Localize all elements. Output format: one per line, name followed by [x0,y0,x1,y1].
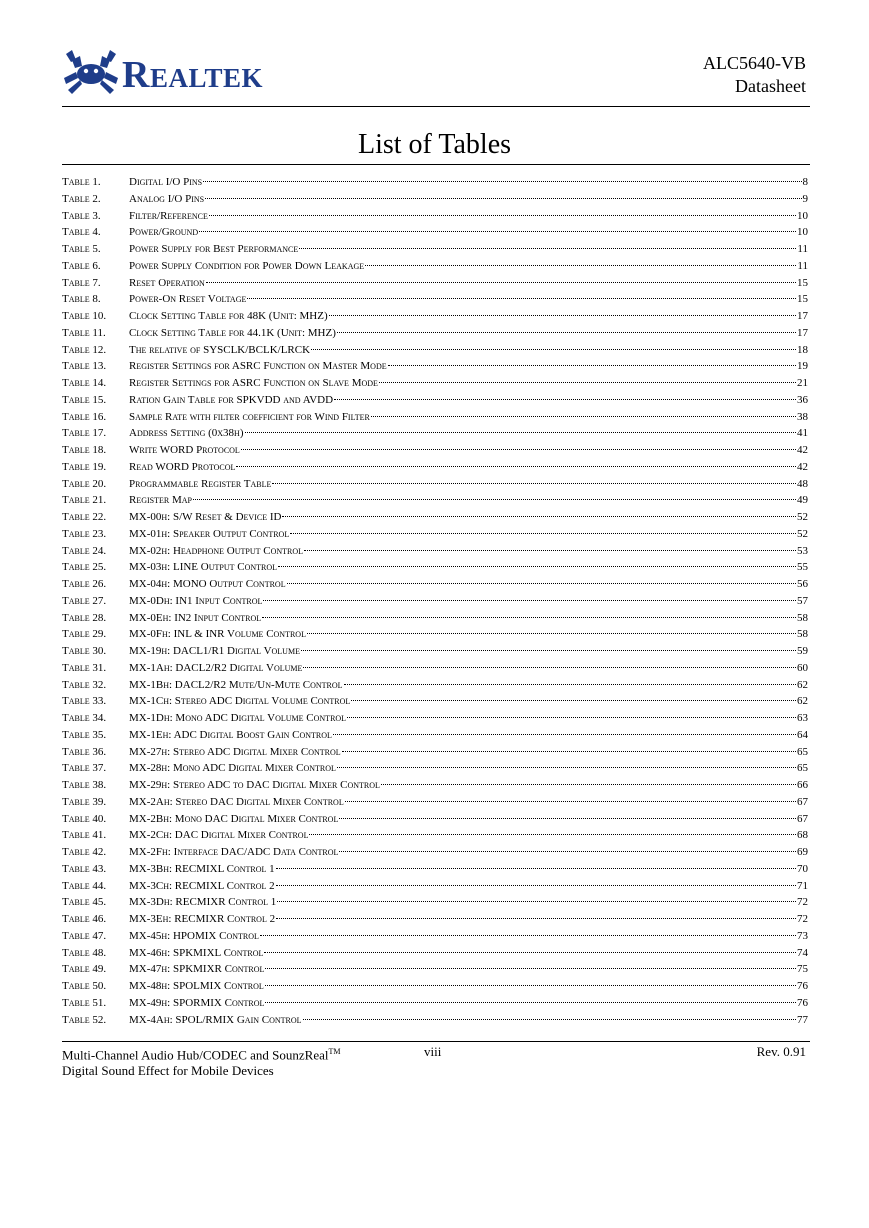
toc-table-title: Sample Rate with filter coefficient for Wind Filter [129,410,370,423]
toc-leader-dots [265,956,796,969]
toc-page-number: 42 [797,444,808,456]
footer-product [62,1044,340,1079]
toc-table-title: MX-2Ch: DAC Digital Mixer Control [129,829,309,842]
toc-table-number: Table 18. [62,444,107,456]
toc-table-title: MX-1Ch: Stereo ADC Digital Volume Control [129,695,351,708]
toc-page-number: 73 [797,929,808,942]
toc-page-number: 18 [797,343,808,356]
toc-leader-dots [203,169,801,182]
toc-table-number: Table 10. [62,310,107,322]
toc-leader-dots [342,739,796,752]
toc-page-number: 65 [797,745,808,758]
title-divider [62,164,810,165]
toc-table-title: MX-02h: Headphone Output Control [129,544,304,557]
toc-table-number: Table 30. [62,645,107,657]
toc-page-number: 68 [797,829,808,842]
toc-table-number: Table 23. [62,527,107,540]
toc-table-title: Ration Gain Table for SPKVDD and AVDD [129,393,334,406]
toc-table-title: MX-29h: Stereo ADC to DAC Digital Mixer Control [129,779,380,791]
toc-page-number: 55 [797,561,808,574]
toc-table-number: Table 35. [62,728,107,741]
toc-table-title: Digital I/O Pins [129,176,203,188]
toc-leader-dots [236,454,796,467]
toc-table-title: MX-0Fh: INL & INR Volume Control [129,628,306,641]
toc-page-number: 21 [797,377,808,389]
toc-page-number: 52 [797,527,808,540]
realtek-logo [62,48,302,100]
toc-leader-dots [282,504,796,517]
revision: Rev. 0.91 [756,1044,806,1059]
toc-leader-dots [347,705,796,718]
toc-page-number: 62 [797,695,808,708]
toc-table-title: MX-48h: SPOLMIX Control [129,980,264,992]
toc-table-number: Table 31. [62,661,107,674]
toc-leader-dots [337,755,796,768]
toc-table-number: Table 2. [62,192,101,205]
toc-page-number: 8 [802,176,808,188]
toc-table-title: Programmable Register Table [129,477,272,490]
toc-table-title: Clock Setting Table for 48K (Unit: MHZ) [129,310,328,322]
toc-leader-dots [241,437,796,450]
toc-page-number: 77 [797,1013,808,1026]
toc-leader-dots [301,638,796,651]
toc-table-number: Table 42. [62,846,107,858]
toc-table-title: MX-3Bh: RECMIXL Control 1 [129,862,275,875]
toc-page-number: 67 [797,812,808,825]
toc-page-number: 36 [797,393,808,406]
toc-table-number: Table 28. [62,611,107,624]
toc-page-number: 19 [797,360,808,373]
toc-page-number: 17 [797,326,808,339]
toc-table-title: MX-46h: SPKMIXL Control [129,946,264,959]
toc-page-number: 58 [797,611,808,624]
toc-table-title: MX-47h: SPKMIXR Control [129,963,265,976]
toc-leader-dots [339,806,796,819]
toc-table-number: Table 16. [62,410,107,423]
toc-leader-dots [209,203,796,216]
toc-leader-dots [193,487,796,500]
toc-page-number: 72 [797,913,808,925]
header-divider [62,106,810,107]
document-type: Datasheet [735,76,806,96]
toc-leader-dots [278,554,796,567]
toc-page-number: 49 [797,494,808,507]
toc-page-number: 60 [797,661,808,674]
toc-leader-dots [371,404,796,417]
document-header [703,52,806,98]
list-of-tables [62,172,808,1026]
toc-table-title: Clock Setting Table for 44.1K (Unit: MHZ) [129,326,336,339]
toc-table-number: Table 33. [62,695,107,708]
toc-table-number: Table 8. [62,293,101,306]
toc-leader-dots [272,471,796,484]
toc-table-number: Table 40. [62,812,107,825]
toc-table-number: Table 48. [62,946,107,959]
toc-table-title: MX-0Eh: IN2 Input Control [129,611,262,624]
toc-table-title: MX-04h: MONO Output Control [129,578,286,590]
toc-leader-dots [333,722,796,735]
footer-product-line2: Digital Sound Effect for Mobile Devices [62,1063,274,1079]
toc-table-number: Table 4. [62,226,101,239]
toc-leader-dots [262,605,796,618]
toc-table-title: MX-2Bh: Mono DAC Digital Mixer Control [129,812,339,825]
toc-page-number: 15 [797,276,808,289]
toc-page-number: 58 [797,628,808,641]
toc-leader-dots [345,789,796,802]
toc-table-number: Table 20. [62,477,107,490]
toc-leader-dots [245,420,797,433]
toc-table-number: Table 7. [62,276,101,289]
toc-page-number: 69 [797,846,808,858]
toc-page-number: 75 [797,963,808,976]
toc-page-number: 15 [797,293,808,306]
toc-page-number: 76 [797,996,808,1009]
toc-table-number: Table 50. [62,980,107,992]
toc-leader-dots [199,219,796,232]
trademark-mark: TM [328,1047,341,1056]
toc-page-number: 74 [797,946,808,959]
crab-logo-icon [62,48,120,100]
toc-table-number: Table 47. [62,929,107,942]
footer-product-line1: Multi-Channel Audio Hub/CODEC and SounzReal [62,1047,329,1063]
toc-page-number: 59 [797,645,808,657]
page-title: List of Tables [357,129,512,160]
toc-page-number: 66 [797,779,808,791]
toc-leader-dots [381,772,796,785]
toc-table-title: Register Map [129,494,192,507]
toc-table-title: Filter/Reference [129,209,208,222]
toc-table-title: MX-19h: DACL1/R1 Digital Volume [129,645,300,657]
toc-table-number: Table 13. [62,360,107,373]
toc-table-title: Read WORD Protocol [129,460,236,473]
toc-page-number: 65 [797,762,808,775]
toc-leader-dots [303,655,796,668]
toc-leader-dots [299,236,796,249]
toc-leader-dots [260,923,796,936]
toc-table-title: MX-00h: S/W Reset & Device ID [129,511,282,523]
toc-table-title: MX-01h: Speaker Output Control [129,527,290,540]
toc-leader-dots [334,387,796,400]
toc-page-number: 11 [797,243,808,255]
logo-text: Realtek [122,54,263,96]
toc-leader-dots [329,303,796,316]
toc-table-title: MX-1Dh: Mono ADC Digital Volume Control [129,712,347,724]
document-id: ALC5640-VB [703,53,806,73]
toc-page-number: 62 [797,678,808,691]
toc-table-title: MX-3Ch: RECMIXL Control 2 [129,879,275,892]
toc-page-number: 9 [802,192,808,205]
toc-table-number: Table 11. [62,326,106,339]
toc-table-number: Table 46. [62,913,107,925]
toc-table-title: MX-2Ah: Stereo DAC Digital Mixer Control [129,795,344,808]
toc-table-title: Power/Ground [129,226,199,239]
toc-leader-dots [205,186,801,199]
toc-table-number: Table 39. [62,795,107,808]
toc-page-number: 64 [797,728,808,741]
toc-page-number: 76 [797,980,808,992]
toc-leader-dots [276,856,796,869]
toc-table-title: Power-On Reset Voltage [129,293,247,306]
toc-table-title: Register Settings for ASRC Function on Master Mode [129,360,387,373]
toc-table-title: MX-27h: Stereo ADC Digital Mixer Control [129,745,341,758]
toc-table-title: Power Supply Condition for Power Down Leakage [129,259,365,272]
toc-leader-dots [290,521,796,534]
toc-leader-dots [206,270,796,283]
toc-leader-dots [307,621,796,634]
toc-page-number: 17 [797,310,808,322]
toc-page-number: 11 [797,259,808,272]
toc-entry[interactable] [62,1010,808,1027]
toc-leader-dots [388,353,796,366]
toc-page-number: 63 [797,712,808,724]
toc-table-title: MX-3Eh: RECMIXR Control 2 [129,913,276,925]
toc-leader-dots [337,320,796,333]
toc-page-number: 70 [797,862,808,875]
toc-table-number: Table 37. [62,762,107,775]
toc-table-number: Table 45. [62,896,107,909]
toc-table-number: Table 3. [62,209,101,222]
toc-table-number: Table 52. [62,1013,107,1026]
toc-table-number: Table 26. [62,578,107,590]
toc-page-number: 53 [797,544,808,557]
toc-page-number: 48 [797,477,808,490]
toc-table-number: Table 6. [62,259,101,272]
toc-table-number: Table 27. [62,594,107,607]
toc-leader-dots [277,889,796,902]
toc-table-number: Table 43. [62,862,107,875]
toc-table-title: Power Supply for Best Performance [129,243,299,255]
toc-leader-dots [344,672,796,685]
toc-leader-dots [264,940,796,953]
toc-table-number: Table 41. [62,829,107,842]
toc-table-number: Table 51. [62,996,107,1009]
toc-leader-dots [311,337,796,350]
toc-leader-dots [276,906,796,919]
toc-table-number: Table 19. [62,460,107,473]
toc-table-title: MX-3Dh: RECMIXR Control 1 [129,896,277,909]
toc-table-title: MX-0Dh: IN1 Input Control [129,594,263,607]
page-number: viii [424,1044,442,1059]
toc-leader-dots [247,286,796,299]
toc-table-number: Table 12. [62,343,107,356]
toc-page-number: 71 [797,879,808,892]
toc-table-title: Reset Operation [129,276,205,289]
toc-table-title: MX-28h: Mono ADC Digital Mixer Control [129,762,336,775]
toc-table-title: MX-2Fh: Interface DAC/ADC Data Control [129,846,339,858]
toc-leader-dots [304,538,796,551]
toc-page-number: 67 [797,795,808,808]
toc-table-number: Table 24. [62,544,107,557]
toc-page-number: 10 [797,226,808,239]
toc-table-title: MX-1Ah: DACL2/R2 Digital Volume [129,661,303,674]
toc-table-title: MX-1Eh: ADC Digital Boost Gain Control [129,728,332,741]
toc-leader-dots [303,1007,796,1020]
toc-page-number: 42 [797,460,808,473]
toc-table-number: Table 1. [62,176,101,188]
toc-page-number: 38 [797,410,808,423]
toc-table-number: Table 17. [62,427,107,440]
toc-table-number: Table 15. [62,393,107,406]
toc-leader-dots [339,839,796,852]
toc-table-number: Table 49. [62,963,107,976]
toc-leader-dots [365,253,796,266]
footer-divider [62,1041,810,1042]
toc-table-title: MX-45h: HPOMIX Control [129,929,259,942]
toc-leader-dots [351,688,796,701]
toc-table-number: Table 25. [62,561,107,574]
toc-leader-dots [276,873,796,886]
toc-leader-dots [265,990,796,1003]
toc-table-number: Table 44. [62,879,107,892]
toc-table-title: Write WORD Protocol [129,444,240,456]
toc-table-title: MX-4Ah: SPOL/RMIX Gain Control [129,1013,302,1026]
toc-table-number: Table 29. [62,628,107,641]
toc-table-number: Table 14. [62,377,107,389]
toc-table-title: Analog I/O Pins [129,192,205,205]
toc-leader-dots [263,588,796,601]
toc-table-title: Address Setting (0x38h) [129,427,244,440]
toc-table-title: Register Settings for ASRC Function on Slave Mode [129,377,378,389]
toc-table-title: MX-1Bh: DACL2/R2 Mute/Un-Mute Control [129,678,343,691]
toc-table-number: Table 22. [62,511,107,523]
toc-leader-dots [265,973,796,986]
toc-page-number: 56 [797,578,808,590]
toc-table-number: Table 32. [62,678,107,691]
toc-table-title: The relative of SYSCLK/BCLK/LRCK [129,343,311,356]
toc-table-title: MX-03h: LINE Output Control [129,561,278,574]
toc-table-number: Table 5. [62,243,101,255]
toc-page-number: 57 [797,594,808,607]
toc-table-number: Table 34. [62,712,107,724]
toc-table-number: Table 21. [62,494,107,507]
toc-page-number: 10 [797,209,808,222]
toc-table-number: Table 38. [62,779,107,791]
toc-leader-dots [287,571,796,584]
toc-leader-dots [309,822,796,835]
toc-table-title: MX-49h: SPORMIX Control [129,996,265,1009]
toc-leader-dots [379,370,796,383]
toc-page-number: 52 [797,511,808,523]
toc-page-number: 72 [797,896,808,909]
toc-table-number: Table 36. [62,745,107,758]
toc-page-number: 41 [797,427,808,440]
